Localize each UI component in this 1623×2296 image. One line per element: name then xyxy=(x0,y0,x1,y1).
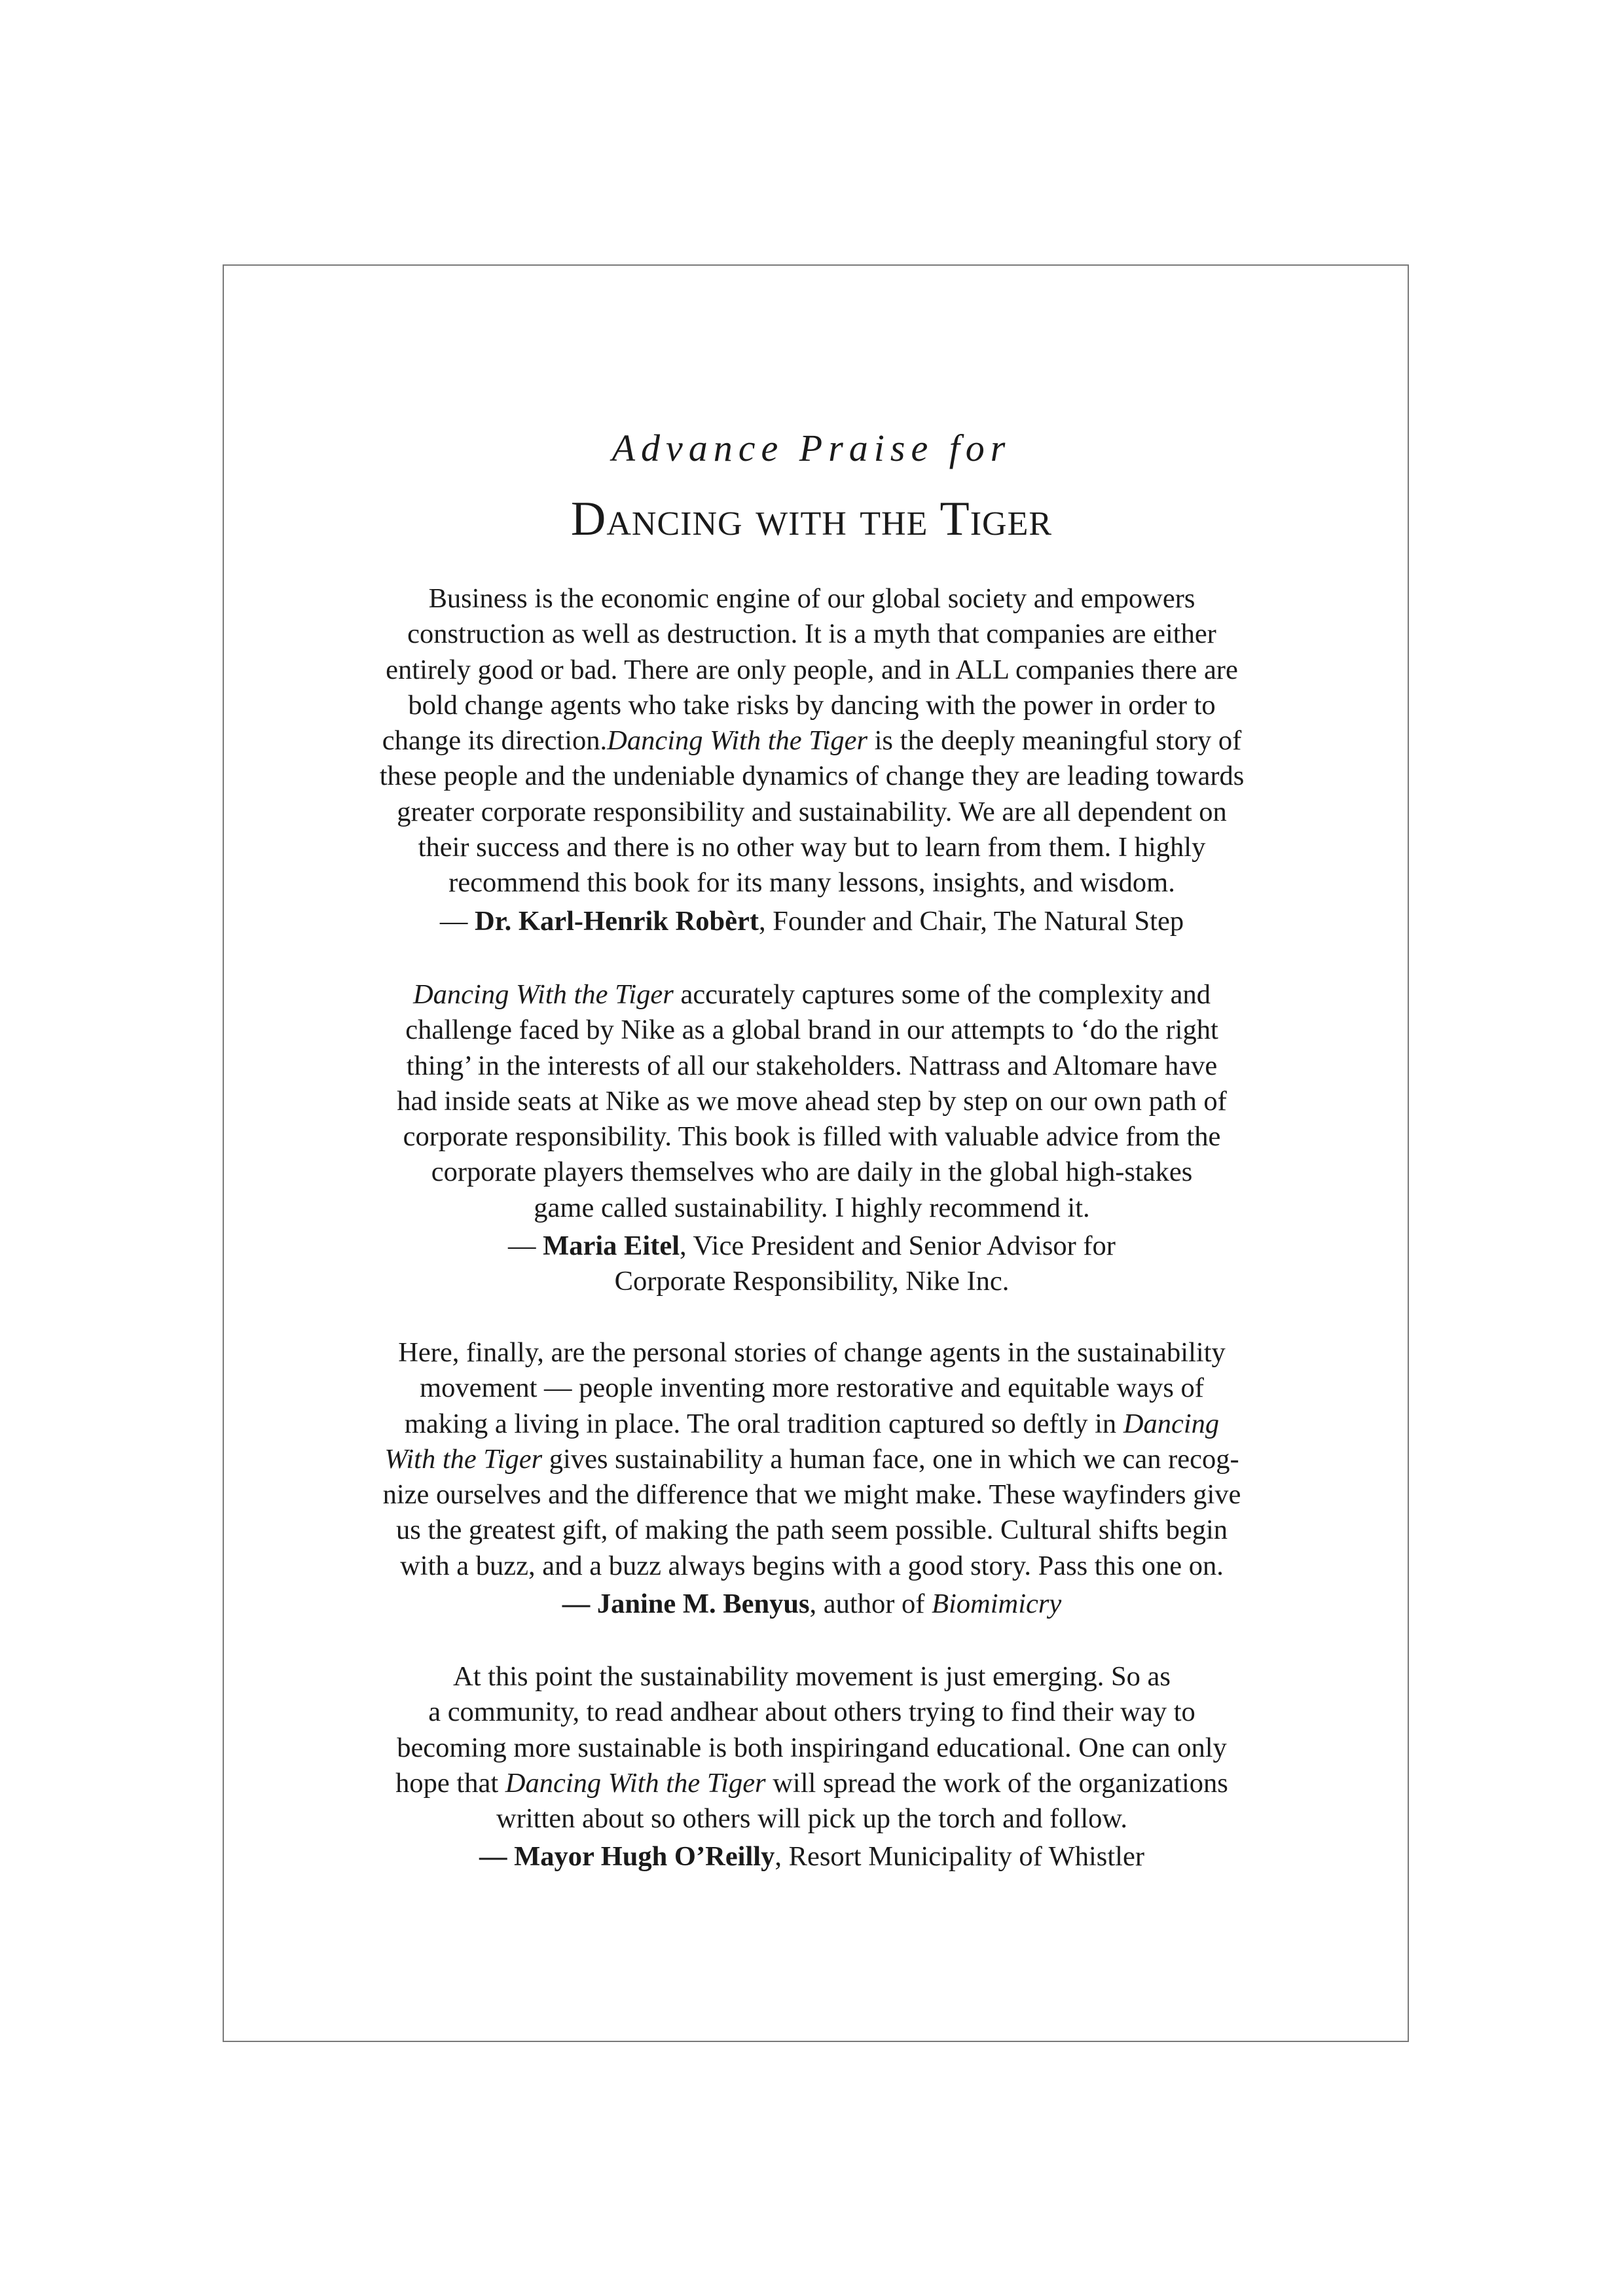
quote-line: Here, finally, are the personal stories of change agents in the sustainability xyxy=(398,1337,1226,1368)
quote-line: their success and there is no other way but to learn from them. I highly xyxy=(418,832,1206,863)
quote-line xyxy=(367,723,1257,759)
quote-line: bold change agents who take risks by dancing with the power in order to xyxy=(408,689,1216,721)
quote-line xyxy=(367,1442,1257,1477)
book-title-reference: Dancing With the Tiger xyxy=(607,725,867,757)
praise-quote-robert xyxy=(367,581,1257,939)
quote-line: becoming more sustainable is both inspiringand educational. One can only xyxy=(397,1732,1227,1763)
quote-line xyxy=(367,977,1257,1013)
quote-line: thing’ in the interests of all our stakeholders. Nattrass and Altomare have xyxy=(406,1050,1218,1081)
praise-quote-oreilly xyxy=(367,1659,1257,1875)
quote-line: recommend this book for its many lessons, insights, and wisdom. xyxy=(448,867,1175,899)
book-title-reference: Dancing xyxy=(1123,1408,1220,1439)
quote-line: written about so others will pick up the torch and follow. xyxy=(496,1803,1127,1835)
quote-attribution xyxy=(367,1229,1257,1264)
quote-line: us the greatest gift, of making the path seem possible. Cultural shifts begin xyxy=(395,1515,1228,1546)
quote-text: will spread the work of the organizations xyxy=(765,1767,1228,1799)
quote-line: construction as well as destruction. It is a myth that companies are either xyxy=(407,619,1216,650)
book-title-reference: Dancing With the Tiger xyxy=(505,1767,766,1799)
quote-line: challenge faced by Nike as a global brand in our attempts to ‘do the right xyxy=(405,1014,1218,1046)
quote-text: change its direction. xyxy=(382,725,608,757)
attribution-title-continued: Corporate Responsibility, Nike Inc. xyxy=(614,1266,1010,1297)
praise-quote-benyus xyxy=(367,1335,1257,1622)
book-title-reference: Dancing With the Tiger xyxy=(412,979,674,1010)
attribution-dash: — xyxy=(508,1230,543,1262)
attribution-name: Dr. Karl-Henrik Robèrt xyxy=(475,905,759,937)
quote-line: greater corporate responsibility and sustainability. We are all dependent on xyxy=(397,796,1227,827)
quote-line: nize ourselves and the difference that we might make. These wayfinders give xyxy=(382,1479,1241,1511)
attribution-title: , author of xyxy=(809,1588,932,1620)
quote-line: with a buzz, and a buzz always begins with a good story. Pass this one on. xyxy=(400,1550,1224,1581)
praise-quote-eitel xyxy=(367,977,1257,1300)
page-subtitle: Advance Praise for xyxy=(611,427,1012,469)
quote-text: gives sustainability a human face, one in which we can recog- xyxy=(542,1443,1239,1475)
attribution-book: Biomimicry xyxy=(932,1588,1062,1620)
attribution-dash: — xyxy=(439,905,475,937)
attribution-title: , Founder and Chair, The Natural Step xyxy=(759,905,1184,937)
attribution-name: — Janine M. Benyus xyxy=(562,1588,810,1620)
book-title-reference: With the Tiger xyxy=(384,1443,543,1475)
quote-line: a community, to read andhear about others trying to find their way to xyxy=(428,1696,1195,1728)
quote-line: game called sustainability. I highly recommend it. xyxy=(534,1192,1090,1223)
quote-line: Business is the economic engine of our global society and empowers xyxy=(428,583,1195,614)
quote-line: entirely good or bad. There are only people, and in ALL companies there are xyxy=(386,654,1238,685)
quote-text: making a living in place. The oral tradition captured so deftly in xyxy=(404,1408,1123,1439)
quote-line xyxy=(367,1407,1257,1442)
quote-attribution xyxy=(367,904,1257,939)
attribution-title: , Resort Municipality of Whistler xyxy=(775,1841,1144,1873)
quote-text: hope that xyxy=(395,1767,505,1799)
quote-text: is the deeply meaningful story of xyxy=(867,725,1242,757)
quote-line: At this point the sustainability movement is just emerging. So as xyxy=(453,1661,1171,1692)
quote-line xyxy=(367,1766,1257,1801)
book-title: Dancing with the Tiger xyxy=(570,492,1053,546)
quote-line: corporate responsibility. This book is filled with valuable advice from the xyxy=(403,1121,1221,1153)
quote-line: movement — people inventing more restorative and equitable ways of xyxy=(420,1372,1204,1404)
attribution-name: — Mayor Hugh O’Reilly xyxy=(479,1841,775,1873)
quote-line: corporate players themselves who are daily in the global high-stakes xyxy=(431,1157,1193,1188)
quote-line: had inside seats at Nike as we move ahead step by step on our own path of xyxy=(397,1085,1227,1117)
quote-text: accurately captures some of the complexity and xyxy=(673,979,1211,1010)
quote-attribution xyxy=(367,1587,1257,1622)
quote-attribution xyxy=(367,1839,1257,1874)
quote-line: these people and the undeniable dynamics of change they are leading towards xyxy=(379,761,1245,792)
attribution-title: , Vice President and Senior Advisor for xyxy=(680,1230,1116,1262)
attribution-name: Maria Eitel xyxy=(543,1230,680,1262)
